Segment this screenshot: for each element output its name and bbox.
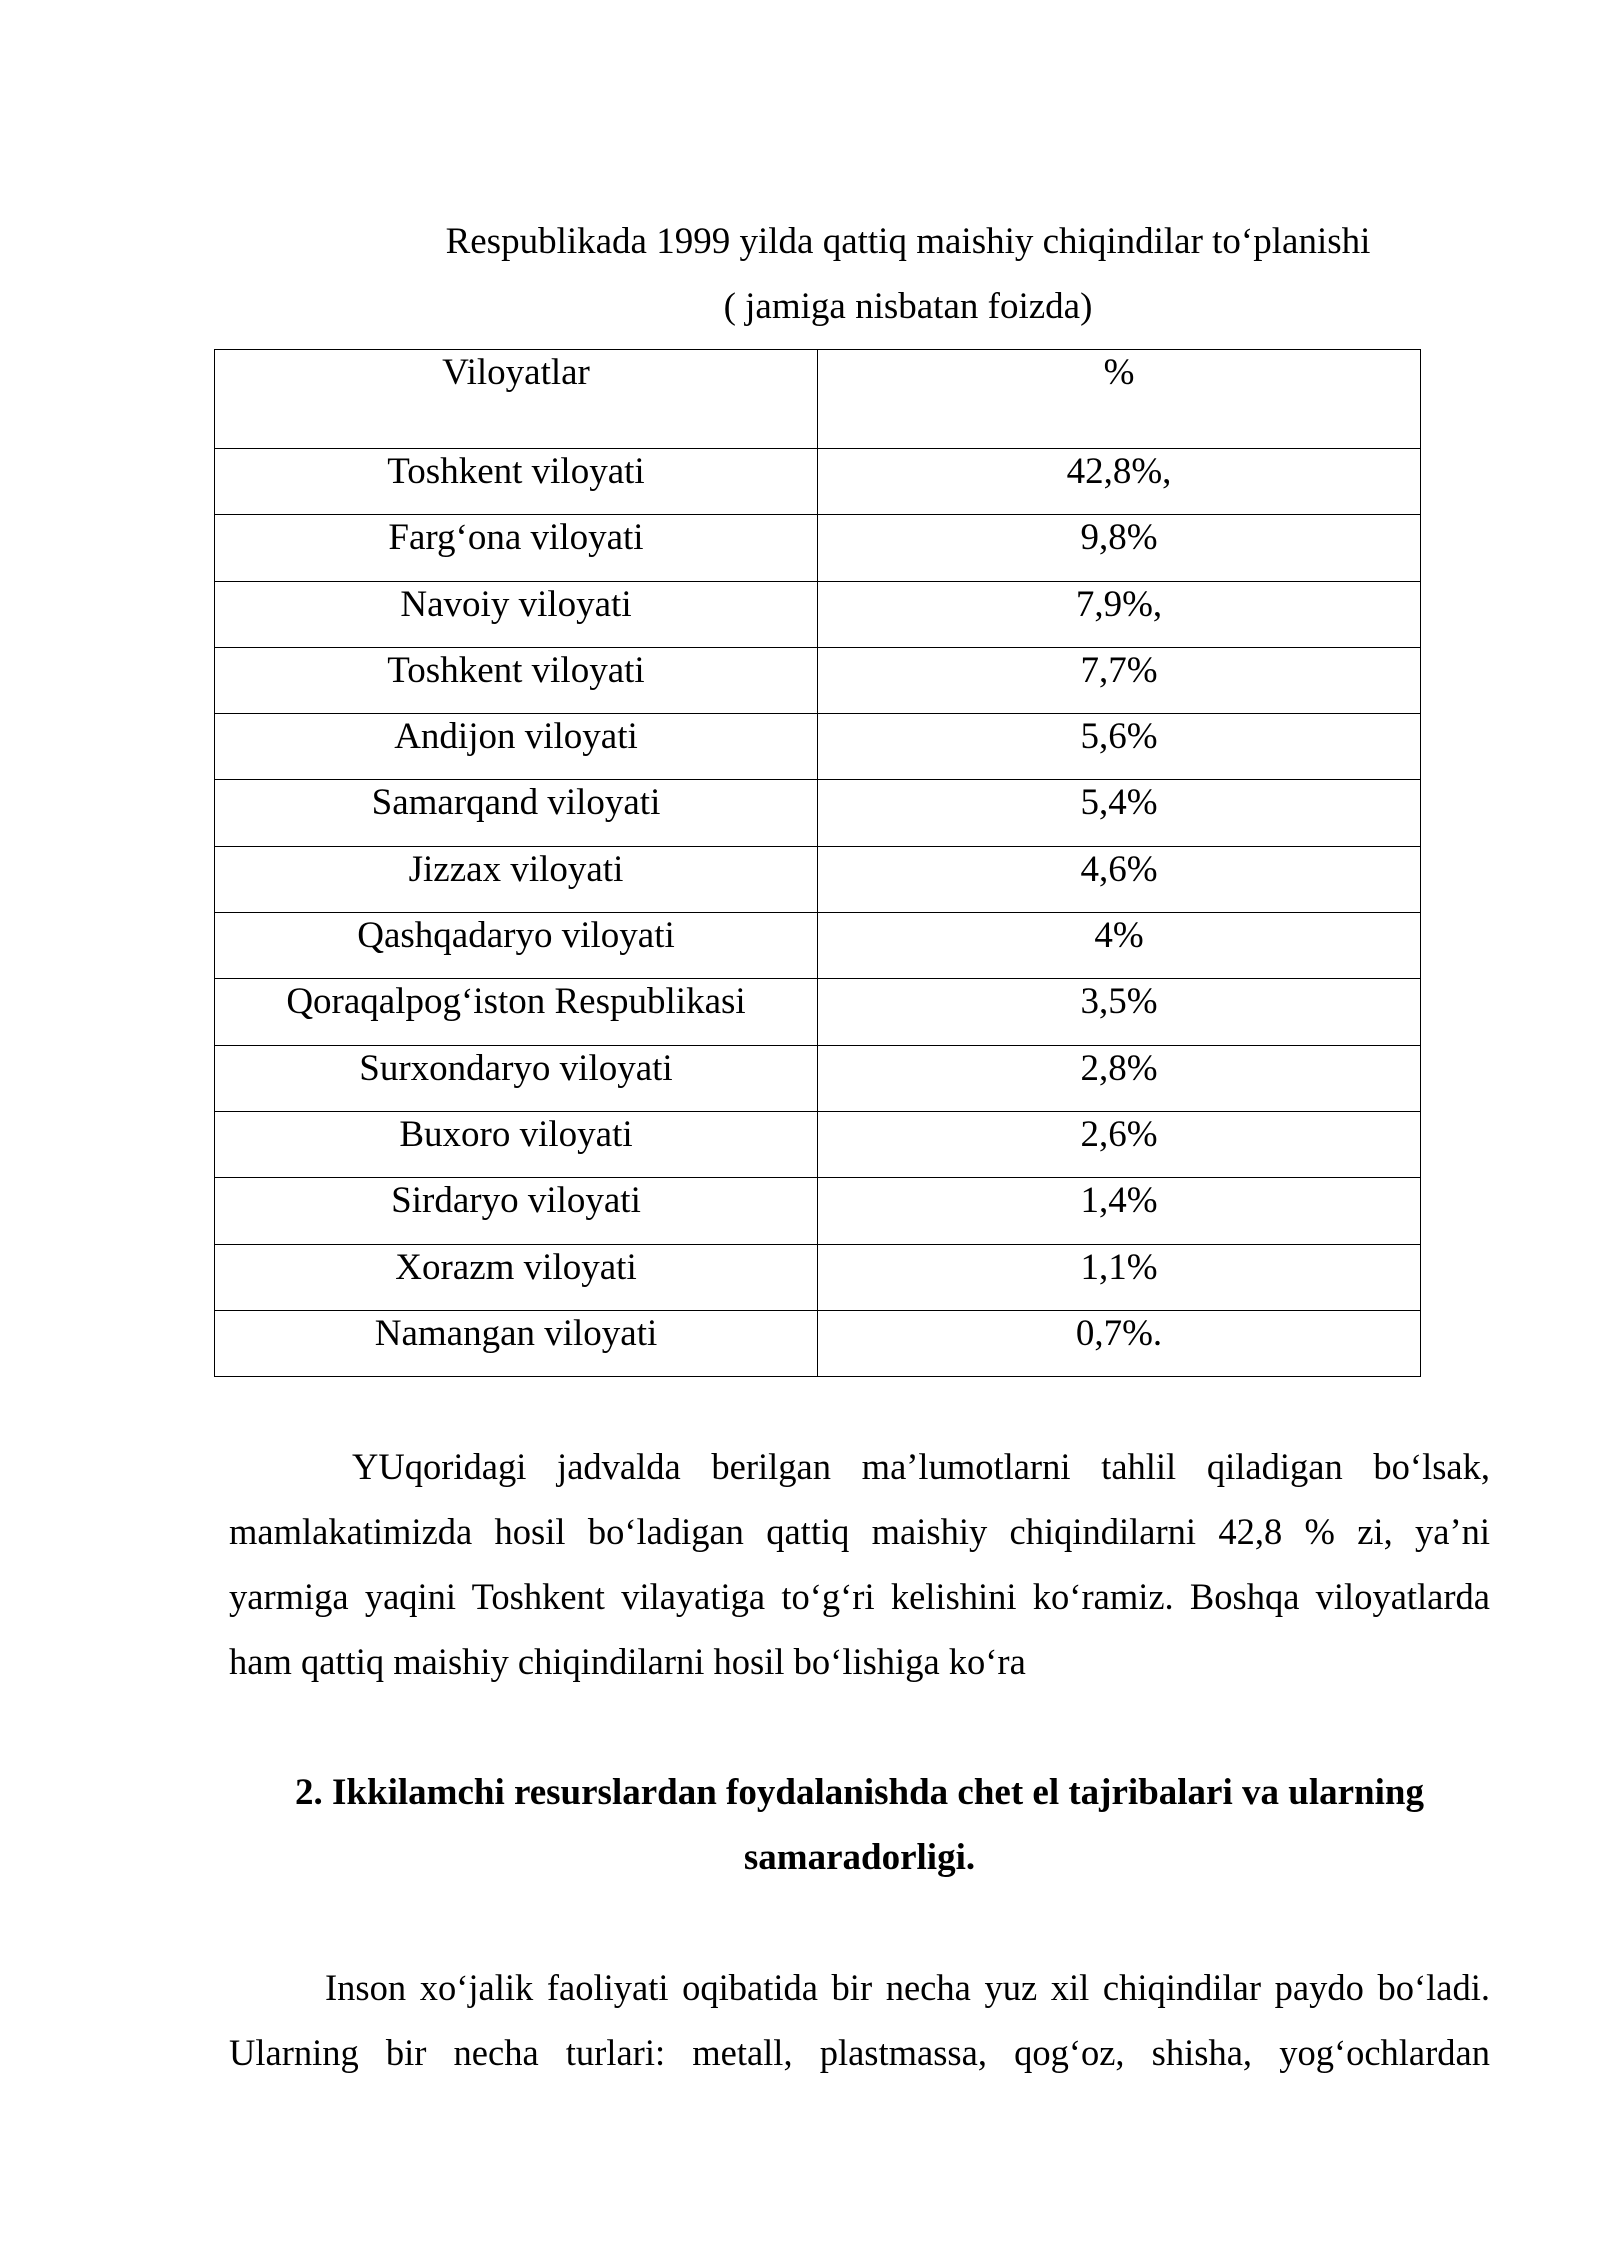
region-cell: Farg‘ona viloyati — [215, 515, 818, 581]
percent-cell: 2,8% — [818, 1045, 1421, 1111]
table-row — [215, 714, 1421, 780]
region-cell: Toshkent viloyati — [215, 449, 818, 515]
paragraph-line: Inson xo‘jalik faoliyati oqibatida bir necha yuz xil chiqindilar paydo bo‘ladi. — [325, 1967, 1490, 2008]
percent-cell: 7,9%, — [818, 581, 1421, 647]
region-cell: Andijon viloyati — [215, 714, 818, 780]
percent-cell: 4,6% — [818, 846, 1421, 912]
region-cell: Qashqadaryo viloyati — [215, 913, 818, 979]
table-row — [215, 1310, 1421, 1376]
table-row — [215, 846, 1421, 912]
paragraph-line: YUqoridagi jadvalda berilgan ma’lumotlarni tahlil qiladigan bo‘lsak, — [352, 1446, 1490, 1487]
percent-cell: 1,4% — [818, 1178, 1421, 1244]
region-cell: Buxoro viloyati — [215, 1111, 818, 1177]
region-cell: Samarqand viloyati — [215, 780, 818, 846]
percent-cell: 3,5% — [818, 979, 1421, 1045]
table-caption — [326, 209, 1490, 339]
percent-cell: 5,6% — [818, 714, 1421, 780]
region-cell: Toshkent viloyati — [215, 647, 818, 713]
region-cell: Jizzax viloyati — [215, 846, 818, 912]
table-caption-line-2: ( jamiga nisbatan foizda) — [723, 286, 1093, 327]
section-heading-line-1: 2. Ikkilamchi resurslardan foydalanishda chet el tajribalari va ularning — [295, 1772, 1424, 1813]
table-row — [215, 1244, 1421, 1310]
paragraph-line: Ularning bir necha turlari: metall, plastmassa, qog‘oz, shisha, yog‘ochlardan — [229, 2032, 1490, 2073]
region-cell: Xorazm viloyati — [215, 1244, 818, 1310]
percent-cell: 5,4% — [818, 780, 1421, 846]
table-row — [215, 449, 1421, 515]
waste-distribution-table — [214, 349, 1421, 1377]
percent-cell: 42,8%, — [818, 449, 1421, 515]
percent-cell: 2,6% — [818, 1111, 1421, 1177]
table-row — [215, 780, 1421, 846]
percent-cell: 0,7%. — [818, 1310, 1421, 1376]
analysis-paragraph — [229, 1434, 1490, 1694]
paragraph-line: ham qattiq maishiy chiqindilarni hosil bo‘lishiga ko‘ra — [229, 1641, 1026, 1682]
table-row — [215, 581, 1421, 647]
paragraph-line: yarmiga yaqini Toshkent vilayatiga to‘g‘ri kelishini ko‘ramiz. Boshqa viloyatlarda — [229, 1576, 1490, 1617]
table-row — [215, 515, 1421, 581]
table-row — [215, 647, 1421, 713]
section-heading — [229, 1760, 1490, 1890]
section-heading-line-2: samaradorligi. — [743, 1837, 976, 1878]
percent-cell: 4% — [818, 913, 1421, 979]
region-cell: Surxondaryo viloyati — [215, 1045, 818, 1111]
region-cell: Sirdaryo viloyati — [215, 1178, 818, 1244]
table-row — [215, 1111, 1421, 1177]
paragraph-line: mamlakatimizda hosil bo‘ladigan qattiq maishiy chiqindilarni 42,8 % zi, ya’ni — [229, 1511, 1490, 1552]
region-cell: Qoraqalpog‘iston Respublikasi — [215, 979, 818, 1045]
table-row — [215, 1045, 1421, 1111]
table-caption-line-1: Respublikada 1999 yilda qattiq maishiy chiqindilar to‘planishi — [445, 221, 1371, 262]
percent-cell: 9,8% — [818, 515, 1421, 581]
region-cell: Navoiy viloyati — [215, 581, 818, 647]
column-header-percent: % — [818, 350, 1421, 449]
percent-cell: 1,1% — [818, 1244, 1421, 1310]
percent-cell: 7,7% — [818, 647, 1421, 713]
table-row — [215, 913, 1421, 979]
region-cell: Namangan viloyati — [215, 1310, 818, 1376]
table-row — [215, 1178, 1421, 1244]
table-header-row — [215, 350, 1421, 449]
intro-paragraph — [229, 1955, 1490, 2085]
table-row — [215, 979, 1421, 1045]
column-header-regions: Viloyatlar — [215, 350, 818, 449]
